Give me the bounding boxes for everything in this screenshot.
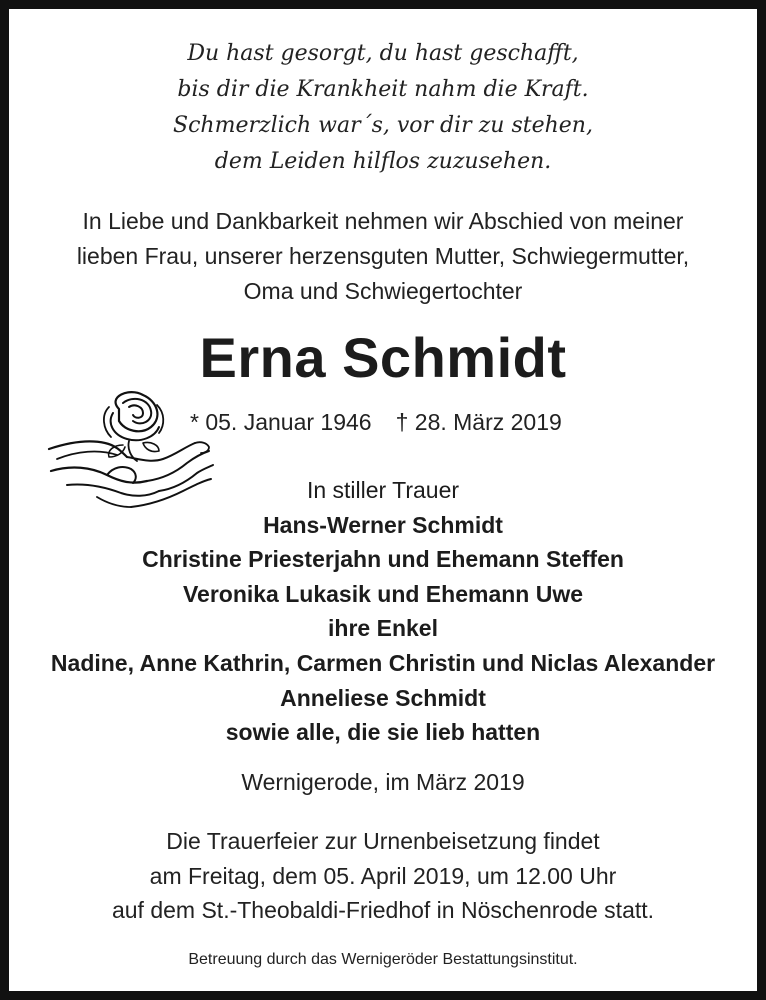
birth-date: * 05. Januar 1946 xyxy=(190,409,372,435)
ceremony-info xyxy=(9,824,757,928)
intro-line: In Liebe und Dankbarkeit nehmen wir Abschied von meiner xyxy=(82,208,684,234)
intro-line: lieben Frau, unserer herzensguten Mutter, Schwiegermutter, xyxy=(76,243,690,269)
mourner-line: Veronika Lukasik und Ehemann Uwe xyxy=(182,580,584,607)
mourner-line: Nadine, Anne Kathrin, Carmen Christin und Niclas Alexander xyxy=(50,649,716,676)
life-dates xyxy=(190,405,562,439)
poem xyxy=(9,36,757,180)
intro-line: Oma und Schwiegertochter xyxy=(243,278,523,304)
mourner-line: ihre Enkel xyxy=(328,615,438,642)
poem-line: bis dir die Krankheit nahm die Kraft. xyxy=(177,77,589,102)
deceased-name: Erna Schmidt xyxy=(199,326,567,389)
poem-line: Schmerzlich war´s, vor dir zu stehen, xyxy=(173,113,593,138)
death-date: † 28. März 2019 xyxy=(395,409,562,435)
mourner-line: sowie alle, die sie lieb hatten xyxy=(225,719,541,746)
mourner-line: Christine Priesterjahn und Ehemann Steffen xyxy=(142,546,624,573)
ceremony-line: am Freitag, dem 05. April 2019, um 12.00 Uhr xyxy=(149,862,617,889)
poem-line: Du hast gesorgt, du hast geschafft, xyxy=(187,41,579,66)
mourner-line: Anneliese Schmidt xyxy=(280,684,486,711)
intro-text xyxy=(9,204,757,309)
ceremony-line: auf dem St.-Theobaldi-Friedhof in Nöschenrode statt. xyxy=(111,897,655,923)
poem-line: dem Leiden hilflos zuzusehen. xyxy=(214,149,552,174)
mourners-list xyxy=(9,473,757,750)
mourner-line: Hans-Werner Schmidt xyxy=(263,511,503,538)
funeral-home-note: Betreuung durch das Wernigeröder Bestattungsinstitut. xyxy=(188,951,578,968)
ceremony-line: Die Trauerfeier zur Urnenbeisetzung findet xyxy=(166,828,600,854)
place-and-date: Wernigerode, im März 2019 xyxy=(241,769,525,795)
mourners-heading: In stiller Trauer xyxy=(306,477,460,503)
